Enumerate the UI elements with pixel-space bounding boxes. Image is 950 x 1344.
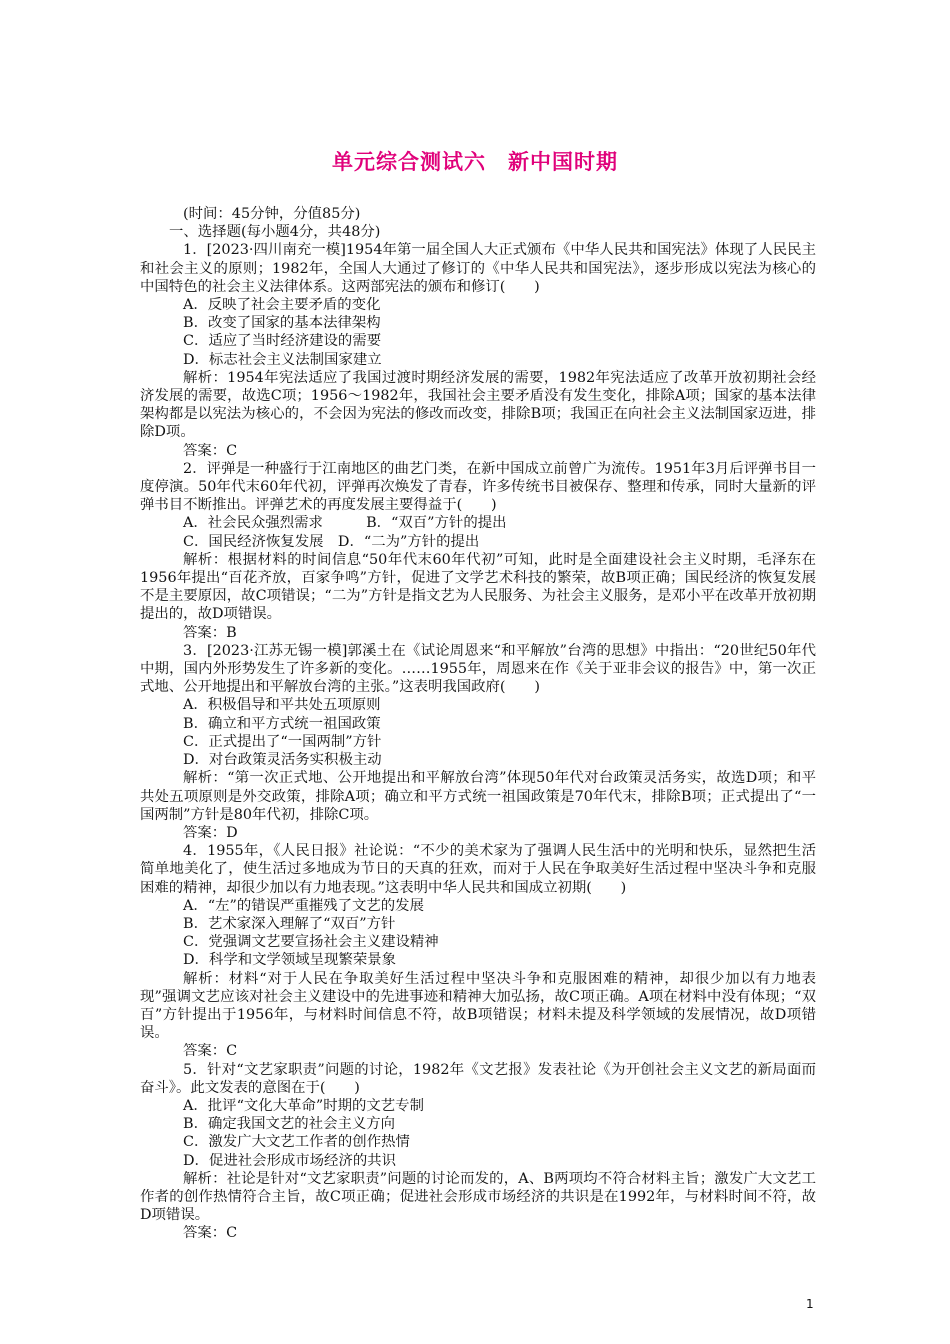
time-info: (时间：45分钟，分值85分): [183, 206, 361, 222]
option-a: A．积极倡导和平共处五项原则: [183, 697, 381, 714]
option-b: B．改变了国家的基本法律架构: [183, 315, 381, 332]
option-a: A．反映了社会主要矛盾的变化: [183, 297, 381, 314]
question-stem: 5．针对“文艺家职责”问题的讨论，1982年《文艺报》发表社论《为开创社会主义文艺的新局面而奋斗》。此文发表的意图在于( ): [140, 1061, 816, 1096]
analysis: 解析：社论是针对“文艺家职责”问题的讨论而发的，A、B两项均不符合材料主旨；激发广大文艺工作者的创作热情符合主旨，故C项正确；促进社会形成市场经济的共识是在1992年，与材料时间不符，故D项错误。: [140, 1170, 816, 1224]
option-d: D．促进社会形成市场经济的共识: [183, 1152, 397, 1169]
option-c: C．激发广大文艺工作者的创作热情: [183, 1134, 410, 1151]
question-4: [140, 842, 816, 1060]
analysis: 解析：“第一次正式地、公开地提出和平解放台湾”体现50年代对台政策灵活务实，故选D项；和平共处五项原则是外交政策，排除A项；确立和平方式统一祖国政策是70年代末，排除B项；正式提出了“一国两制”方针是80年代初，排除C项。: [140, 770, 816, 823]
option-c: C．党强调文艺要宣扬社会主义建设精神: [183, 934, 439, 951]
option-c: C．适应了当时经济建设的需要: [183, 333, 382, 350]
option-d: D．标志社会主义法制国家建立: [183, 351, 382, 368]
option-b: B．确立和平方式统一祖国政策: [183, 715, 381, 732]
option-ab: A．社会民众强烈需求 B．“双百”方针的提出: [183, 515, 507, 532]
option-b: B．艺术家深入理解了“双百”方针: [183, 915, 396, 932]
answer: 答案：B: [183, 624, 237, 641]
option-a: A．批评“文化大革命”时期的文艺专制: [183, 1097, 424, 1114]
option-d: D．科学和文学领域呈现繁荣景象: [183, 952, 397, 969]
question-3: [140, 642, 816, 842]
page-number: 1: [806, 1297, 814, 1311]
answer: 答案：D: [183, 824, 238, 841]
answer: 答案：C: [183, 1043, 238, 1060]
option-cd: C．国民经济恢复发展 D．“二为”方针的提出: [183, 533, 480, 550]
option-a: A．“左”的错误严重摧残了文艺的发展: [183, 897, 424, 914]
option-c: C．正式提出了“一国两制”方针: [183, 733, 382, 750]
question-stem: 3．[2023·江苏无锡一模]郭溪土在《试论周恩来“和平解放”台湾的思想》中指出：“20世纪50年代中期，国内外形势发生了许多新的变化。……1955年，周恩来在作《关于亚非会议的报告》中，第一次正式地、公开地提出和平解放台湾的主张。”这表明我国政府( ): [140, 642, 816, 696]
question-2: [140, 460, 816, 642]
question-5: [140, 1061, 816, 1243]
document-body: [140, 205, 816, 1243]
question-stem: 4．1955年，《人民日报》社论说：“不少的美术家为了强调人民生活中的光明和快乐，显然把生活简单地美化了，使生活过多地成为节日的天真的狂欢，而对于人民在争取美好生活过程中坚决斗争和克服困难的精神，却很少加以有力地表现。”这表明中华人民共和国成立初期( ): [140, 843, 816, 896]
option-b: B．确定我国文艺的社会主义方向: [183, 1116, 396, 1133]
question-1: [140, 241, 816, 459]
analysis: 解析：1954年宪法适应了我国过渡时期经济发展的需要，1982年宪法适应了改革开放初期社会经济发展的需要，故选C项；1956～1982年，我国社会主要矛盾没有发生变化，排除A项；国家的基本法律架构都是以宪法为核心的，不会因为宪法的修改而改变，排除B项；我国正在向社会主义法制国家迈进，排除D项。: [140, 369, 816, 441]
answer: 答案：C: [183, 442, 238, 459]
question-stem: 1．[2023·四川南充一模]1954年第一届全国人大正式颁布《中华人民共和国宪法》体现了人民民主和社会主义的原则；1982年，全国人大通过了修订的《中华人民共和国宪法》，逐步形成以宪法为核心的中国特色的社会主义法律体系。这两部宪法的颁布和修订( ): [140, 242, 816, 295]
option-d: D．对台政策灵活务实积极主动: [183, 752, 382, 769]
section-heading: 一、选择题(每小题4分，共48分): [169, 224, 381, 241]
question-stem: 2．评弹是一种盛行于江南地区的曲艺门类，在新中国成立前曾广为流传。1951年3月后评弹书目一度停演。50年代末60年代初，评弹再次焕发了青春，许多传统书目被保存、整理和传承，同时大量新的评弹书目不断推出。评弹艺术的再度发展主要得益于( ): [140, 460, 816, 514]
analysis: 解析：根据材料的时间信息“50年代末60年代初”可知，此时是全面建设社会主义时期，毛泽东在1956年提出“百花齐放，百家争鸣”方针，促进了文学艺术科技的繁荣，故B项正确；国民经济的恢复发展不是主要原因，故C项错误；“二为”方针是指文艺为人民服务、为社会主义服务，是邓小平在改革开放初期提出的，故D项错误。: [140, 551, 816, 623]
answer: 答案：C: [183, 1225, 238, 1242]
analysis: 解析：材料“对于人民在争取美好生活过程中坚决斗争和克服困难的精神，却很少加以有力地表现”强调文艺应该对社会主义建设中的先进事迹和精神大加弘扬，故C项正确。A项在材料中没有体现；“双百”方针提出于1956年，与材料时间信息不符，故B项错误；材料未提及科学领域的发展情况，故D项错误。: [140, 970, 816, 1042]
page-title: 单元综合测试六 新中国时期: [332, 150, 618, 174]
